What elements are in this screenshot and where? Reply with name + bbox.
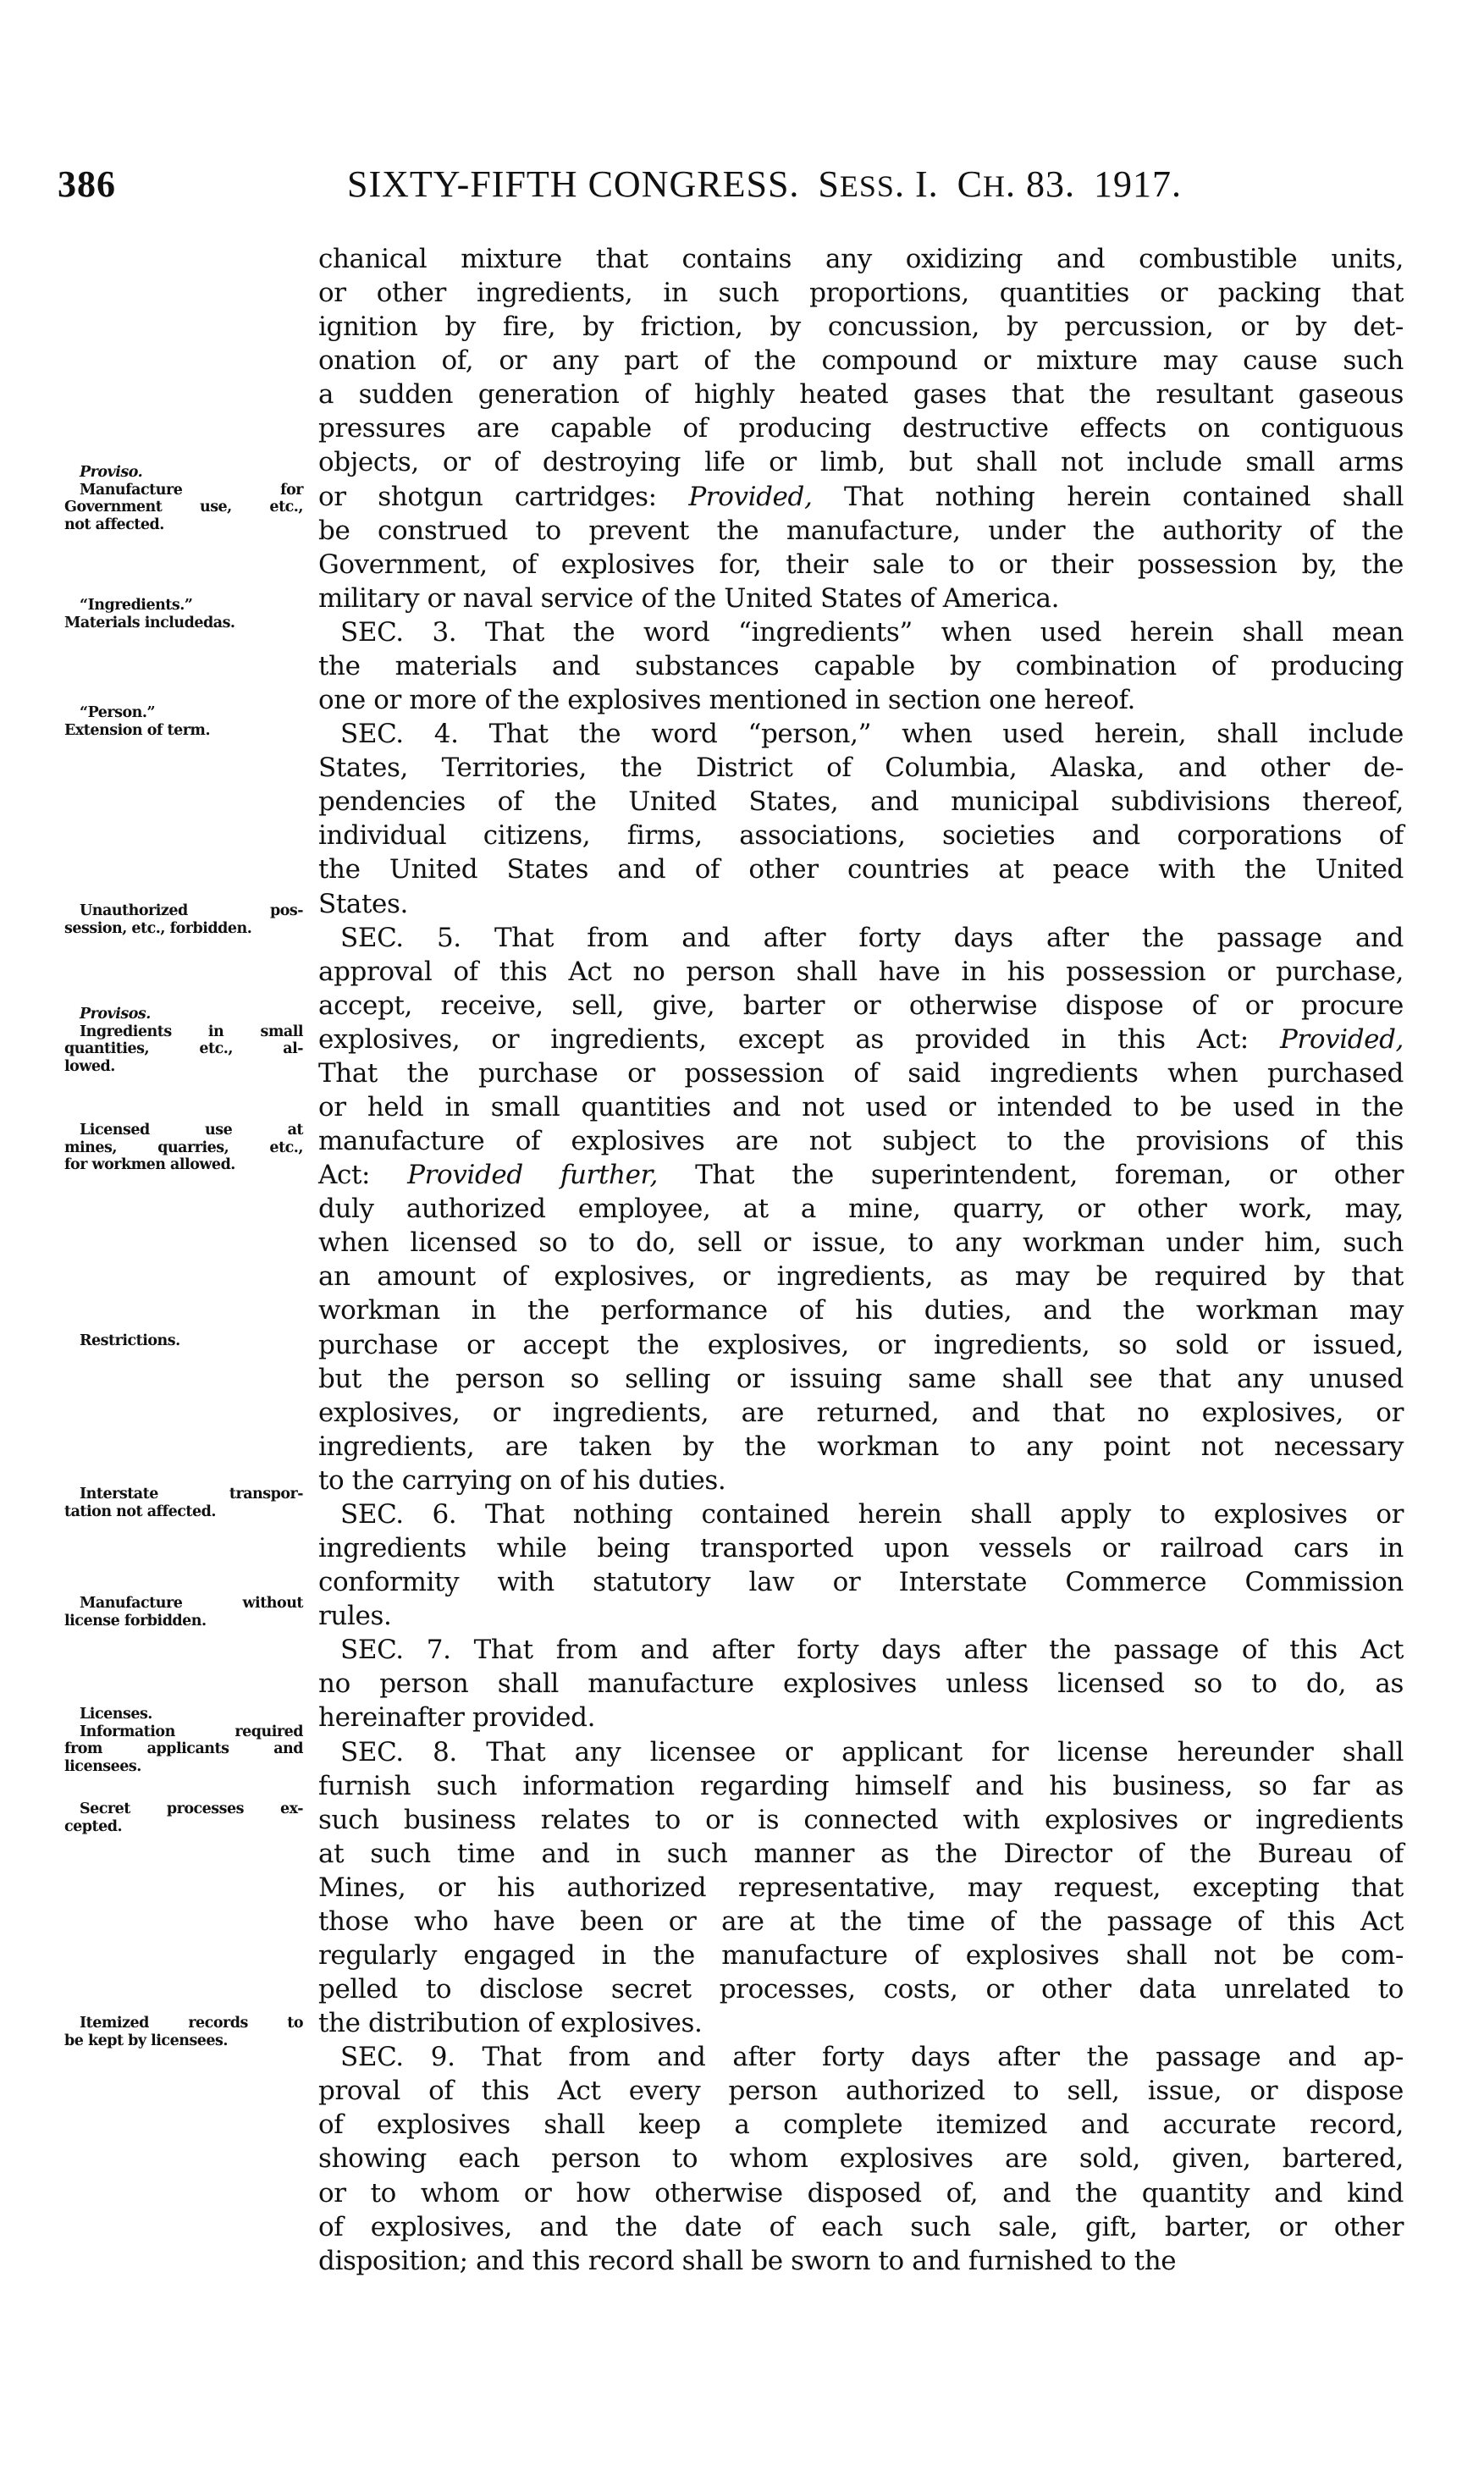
margin-note: [64, 1332, 303, 1354]
margin-note: [64, 597, 303, 635]
text-line: conformity with statutory law or Interstate Commerce Commission: [318, 1567, 1404, 1598]
text-line: ignition by fire, by friction, by concussion, by percussion, or by det-: [318, 312, 1404, 343]
margin-note-line: “Person.”: [80, 704, 156, 721]
text-line: an amount of explosives, or ingredients, as may be required by that: [318, 1261, 1404, 1293]
margin-note: [64, 704, 303, 742]
text-line: those who have been or are at the time of the passage of this Act: [318, 1905, 1404, 1937]
text-line: the distribution of explosives.: [318, 2008, 703, 2039]
text-line: or held in small quantities and not used or intended to be used in the: [318, 1092, 1404, 1122]
margin-note: [64, 1595, 303, 1633]
section-number: SEC. 9.: [340, 2042, 455, 2073]
margin-note-line: Manufacture for: [80, 481, 303, 499]
text-line: a sudden generation of highly heated gases that the resultant gaseous: [318, 379, 1404, 411]
margin-note: [64, 464, 303, 537]
text-line: or other ingredients, in such proportions, quantities or packing that: [318, 278, 1404, 309]
text-line: or shotgun cartridges: Provided, That nothing herein contained shall: [318, 481, 1404, 512]
margin-note-line: Information required: [80, 1723, 303, 1740]
text-line: of explosives, and the date of each such sale, gift, barter, or other: [318, 2211, 1404, 2242]
section-number: SEC. 4.: [340, 719, 459, 750]
margin-note-line: Restrictions.: [80, 1332, 180, 1349]
text-line: disposition; and this record shall be sworn to and furnished to the: [318, 2245, 1177, 2276]
text-line: chanical mixture that contains any oxidizing and combustible units,: [318, 244, 1404, 274]
section-number: SEC. 7.: [340, 1635, 451, 1666]
page-number: 386: [58, 163, 116, 205]
section-start-line: SEC. 4. That the word “person,” when used herein, shall include: [340, 719, 1404, 750]
text-line: pressures are capable of producing destructive effects on contiguous: [318, 413, 1404, 444]
text-line: at such time and in such manner as the Director of the Bureau of: [318, 1838, 1404, 1869]
margin-note-line: lowed.: [64, 1057, 115, 1075]
margin-note: [64, 2015, 303, 2053]
margin-note-line: be kept by licensees.: [64, 2032, 229, 2049]
text-line: pelled to disclose secret processes, costs, or other data unrelated to: [318, 1974, 1404, 2005]
margin-note-line: Unauthorized pos-: [80, 902, 303, 919]
text-line: ingredients while being transported upon vessels or railroad cars in: [318, 1533, 1404, 1564]
text-line: Government, of explosives for, their sale to or their possession by, the: [318, 549, 1404, 580]
margin-note-line: from applicants and: [64, 1740, 303, 1757]
text-line: the United States and of other countries at peace with the United: [318, 854, 1404, 885]
text-line: duly authorized employee, at a mine, quarry, or other work, may,: [318, 1194, 1404, 1225]
text-line: pendencies of the United States, and municipal subdivisions thereof,: [318, 786, 1404, 818]
section-number: SEC. 3.: [340, 616, 457, 648]
margin-note-line: Government use, etc.,: [64, 499, 303, 516]
year-label: 1917.: [1093, 163, 1182, 205]
margin-note-line: Licenses.: [80, 1706, 152, 1723]
text-line: when licensed so to do, sell or issue, to any workman under him, such: [318, 1227, 1404, 1259]
margin-note-line: quantities, etc., al-: [64, 1040, 303, 1057]
text-line: or to whom or how otherwise disposed of, and the quantity and kind: [318, 2177, 1404, 2209]
section-number: SEC. 8.: [340, 1736, 457, 1767]
margin-note: [64, 1706, 303, 1778]
margin-note: [64, 1122, 303, 1177]
text-line: no person shall manufacture explosives unless licensed so to do, as: [318, 1668, 1404, 1700]
margin-note-line: Extension of term.: [64, 721, 211, 739]
text-line: workman in the performance of his duties, and the workman may: [318, 1295, 1404, 1326]
text-line: Mines, or his authorized representative, may request, excepting that: [318, 1872, 1404, 1903]
text-line: explosives, or ingredients, are returned, and that no explosives, or: [318, 1397, 1404, 1428]
text-line: accept, receive, sell, give, barter or otherwise dispose of or procure: [318, 990, 1404, 1021]
running-head: [347, 163, 1329, 208]
text-line: onation of, or any part of the compound or mixture may cause such: [318, 345, 1404, 377]
margin-note-line: license forbidden.: [64, 1612, 207, 1630]
margin-note-line: Manufacture without: [80, 1595, 303, 1612]
margin-note-line: Provisos.: [80, 1006, 151, 1023]
margin-note-line: Materials includedas.: [64, 614, 235, 631]
section-number: SEC. 6.: [340, 1498, 457, 1530]
text-line: one or more of the explosives mentioned in section one hereof.: [318, 685, 1135, 716]
section-start-line: SEC. 8. That any licensee or applicant for license hereunder shall: [340, 1736, 1404, 1767]
text-line: hereinafter provided.: [318, 1702, 596, 1734]
text-line: individual citizens, firms, associations, societies and corporations of: [318, 820, 1404, 852]
text-line: explosives, or ingredients, except as provided in this Act: Provided,: [318, 1023, 1404, 1055]
text-line: the materials and substances capable by combination of producing: [318, 650, 1404, 681]
text-line: but the person so selling or issuing same shall see that any unused: [318, 1363, 1404, 1394]
margin-note-line: Secret processes ex-: [80, 1800, 303, 1817]
text-line: Act: Provided further, That the superintendent, foreman, or other: [318, 1160, 1404, 1191]
margin-note-line: licensees.: [64, 1757, 141, 1775]
proviso-italic: Provided,: [688, 481, 813, 512]
text-line: States.: [318, 888, 408, 919]
section-start-line: SEC. 9. That from and after forty days after the passage and ap-: [340, 2042, 1404, 2073]
margin-note-line: Licensed use at: [80, 1122, 303, 1139]
text-line: rules.: [318, 1601, 392, 1632]
text-line: to the carrying on of his duties.: [318, 1464, 726, 1496]
margin-note: [64, 1006, 303, 1078]
margin-note: [64, 1486, 303, 1524]
text-line: objects, or of destroying life or limb, but shall not include small arms: [318, 447, 1404, 478]
margin-note: [64, 902, 303, 940]
text-line: proval of this Act every person authorized to sell, issue, or dispose: [318, 2076, 1404, 2107]
text-line: furnish such information regarding himself and his business, so far as: [318, 1770, 1404, 1801]
margin-note-line: Itemized records to: [80, 2015, 303, 2032]
text-line: States, Territories, the District of Columbia, Alaska, and other de-: [318, 753, 1404, 784]
proviso-italic: Provided,: [1279, 1023, 1404, 1055]
margin-note-line: not affected.: [64, 516, 164, 533]
text-line: showing each person to whom explosives are sold, given, bartered,: [318, 2143, 1404, 2175]
margin-note-line: “Ingredients.”: [80, 597, 193, 614]
text-line: such business relates to or is connected with explosives or ingredients: [318, 1804, 1404, 1835]
section-start-line: SEC. 5. That from and after forty days after the passage and: [340, 922, 1404, 953]
text-line: manufacture of explosives are not subject to the provisions of this: [318, 1126, 1404, 1157]
margin-note-line: Ingredients in small: [80, 1023, 303, 1040]
margin-note-line: Interstate transpor-: [80, 1486, 303, 1503]
margin-note-line: Proviso.: [80, 464, 143, 481]
congress-title: SIXTY-FIFTH CONGRESS.: [347, 163, 800, 205]
section-number: SEC. 5.: [340, 922, 461, 953]
text-line: approval of this Act no person shall have in his possession or purchase,: [318, 956, 1404, 987]
section-start-line: SEC. 6. That nothing contained herein shall apply to explosives or: [340, 1498, 1404, 1530]
text-line: ingredients, are taken by the workman to any point not necessary: [318, 1431, 1404, 1462]
text-line: be construed to prevent the manufacture, under the authority of the: [318, 515, 1404, 546]
margin-note-line: tation not affected.: [64, 1503, 216, 1520]
proviso-italic: Provided further,: [407, 1160, 658, 1191]
margin-note-line: cepted.: [64, 1817, 123, 1835]
margin-note: [64, 1800, 303, 1839]
margin-note-line: session, etc., forbidden.: [64, 919, 252, 937]
text-line: of explosives shall keep a complete itemized and accurate record,: [318, 2109, 1404, 2141]
text-line: purchase or accept the explosives, or ingredients, so sold or issued,: [318, 1329, 1404, 1360]
session-label: SESS. I.: [818, 163, 939, 205]
text-line: regularly engaged in the manufacture of explosives shall not be com-: [318, 1940, 1404, 1971]
section-start-line: SEC. 3. That the word “ingredients” when used herein shall mean: [340, 616, 1404, 648]
text-line: military or naval service of the United States of America.: [318, 582, 1060, 614]
margin-note-line: for workmen allowed.: [64, 1156, 235, 1173]
chapter-label: CH. 83.: [957, 163, 1075, 205]
margin-note-line: mines, quarries, etc.,: [64, 1139, 303, 1156]
text-line: That the purchase or possession of said ingredients when purchased: [318, 1057, 1404, 1089]
page-header: [0, 163, 1484, 207]
section-start-line: SEC. 7. That from and after forty days after the passage of this Act: [340, 1635, 1404, 1666]
